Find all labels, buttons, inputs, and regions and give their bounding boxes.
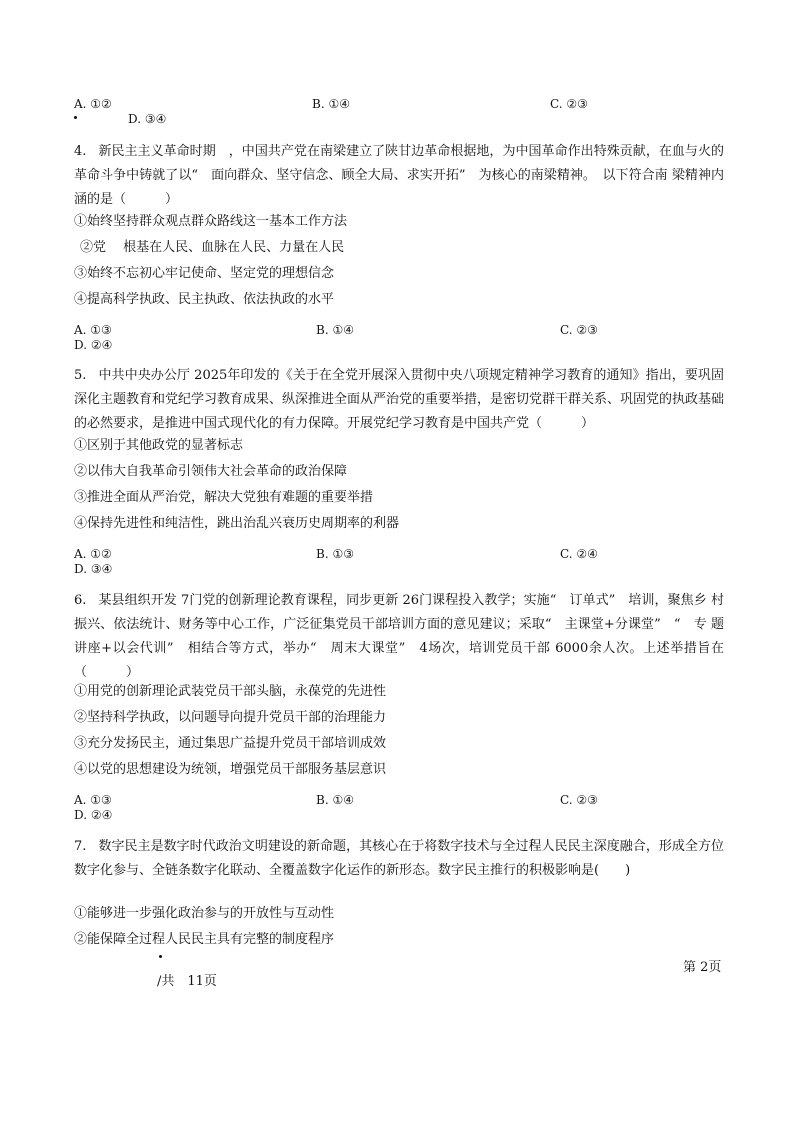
q6-item-2: ②坚持科学执政，以问题导向提升党员干部的治理能力 <box>74 710 387 725</box>
page-number: 第 2页 <box>683 960 722 975</box>
q5-item-4: ④保持先进性和纯洁性，跳出治乱兴衰历史周期率的利器 <box>74 516 400 531</box>
q6-option-c[interactable]: C. ②③ <box>560 793 598 807</box>
q7-stem <box>74 835 724 883</box>
q6-item-3: ③充分发扬民主，通过集思广益提升党员干部培训成效 <box>74 736 387 751</box>
q4-item-2: ②党 根基在人民、血脉在人民、力量在人民 <box>80 240 345 255</box>
q5-option-a[interactable]: A. ①② <box>74 547 112 561</box>
q4-option-b[interactable]: B. ①④ <box>316 323 354 337</box>
q7-item-2: ②能保障全过程人民民主具有完整的制度程序 <box>74 932 335 947</box>
q4-option-a[interactable]: A. ①③ <box>74 323 112 337</box>
q7-stem-text: 数字民主是数字时代政治文明建设的新命题，其核心在于将数字技术与全过程人民民主深度融合，形成全方位数字化参与、全链条数字化联动、全覆盖数字化运作的新形态。数字民主推行的积极影响是( ) <box>74 839 724 878</box>
bullet-dot <box>74 116 77 119</box>
q6-item-1: ①用党的创新理论武装党员干部头脑，永葆党的先进性 <box>74 684 387 699</box>
q5-option-b[interactable]: B. ①③ <box>316 547 354 561</box>
q6-option-b[interactable]: B. ①④ <box>316 793 354 807</box>
q3-option-b[interactable]: B. ①④ <box>312 97 350 111</box>
q5-option-c[interactable]: C. ②④ <box>560 547 598 561</box>
q5-number: 5. <box>74 368 87 383</box>
q4-number: 4. <box>74 144 87 159</box>
q4-item-3: ③始终不忘初心牢记使命、坚定党的理想信念 <box>74 266 335 281</box>
page-total: /共 11页 <box>157 974 217 989</box>
q6-stem <box>74 589 738 685</box>
q4-option-d[interactable]: D. ②④ <box>74 338 113 352</box>
q5-stem <box>74 364 724 436</box>
q5-option-d[interactable]: D. ③④ <box>74 562 113 576</box>
q4-item-4: ④提高科学执政、民主执政、依法执政的水平 <box>74 292 335 307</box>
q3-option-c[interactable]: C. ②③ <box>550 97 588 111</box>
q6-option-a[interactable]: A. ①③ <box>74 793 112 807</box>
q7-number: 7. <box>74 839 87 854</box>
q6-stem-text: 某县组织开发 7门党的创新理论教育课程，同步更新 26门课程投入教学；实施“ 订单式” 培训，聚焦乡 村振兴、依法统计、财务等中心工作，广泛征集党员干部培训方面的意见建议；采取“ 主课堂+分课堂” “ 专 题讲座+以会代训” 相结合等方式，举办“ 周末大课堂” 4场次，培训党员干部 6000余人次。上述举措旨在 （ ） <box>74 593 738 680</box>
q6-option-d[interactable]: D. ②④ <box>74 808 113 822</box>
q6-number: 6. <box>74 593 87 608</box>
q4-stem-text: 新民主主义革命时期 ，中国共产党在南梁建立了陕甘边革命根据地，为中国革命作出特殊贡献，在血与火的革命斗争中铸就了以“ 面向群众、坚守信念、顾全大局、求实开拓” 为核心的南梁精神。 以下符合南 梁精神内涵的是（ ） <box>74 144 724 207</box>
q5-stem-text: 中共中央办公厅 2025年印发的《关于在全党开展深入贯彻中央八项规定精神学习教育的通知》指出，要巩固深化主题教育和党纪学习教育成果、纵深推进全面从严治党的重要举措，是密切党群干群关系、巩固党的执政基础的必然要求，是推进中国式现代化的有力保障。开展党纪学习教育是中国共产党（ ） <box>74 368 725 431</box>
q7-item-1: ①能够进一步强化政治参与的开放性与互动性 <box>74 906 335 921</box>
q6-item-4: ④以党的思想建设为统领，增强党员干部服务基层意识 <box>74 762 387 777</box>
q5-item-1: ①区别于其他政党的显著标志 <box>74 438 244 453</box>
q4-stem <box>74 140 724 212</box>
q4-option-c[interactable]: C. ②③ <box>560 323 598 337</box>
q3-option-d[interactable]: D. ③④ <box>128 112 167 126</box>
q4-item-1: ①始终坚持群众观点群众路线这一基本工作方法 <box>74 214 348 229</box>
q5-item-2: ②以伟大自我革命引领伟大社会革命的政治保障 <box>74 464 348 479</box>
bullet-dot <box>159 955 162 958</box>
q5-item-3: ③推进全面从严治党，解决大党独有难题的重要举措 <box>74 490 374 505</box>
q3-option-a[interactable]: A. ①② <box>74 97 112 111</box>
